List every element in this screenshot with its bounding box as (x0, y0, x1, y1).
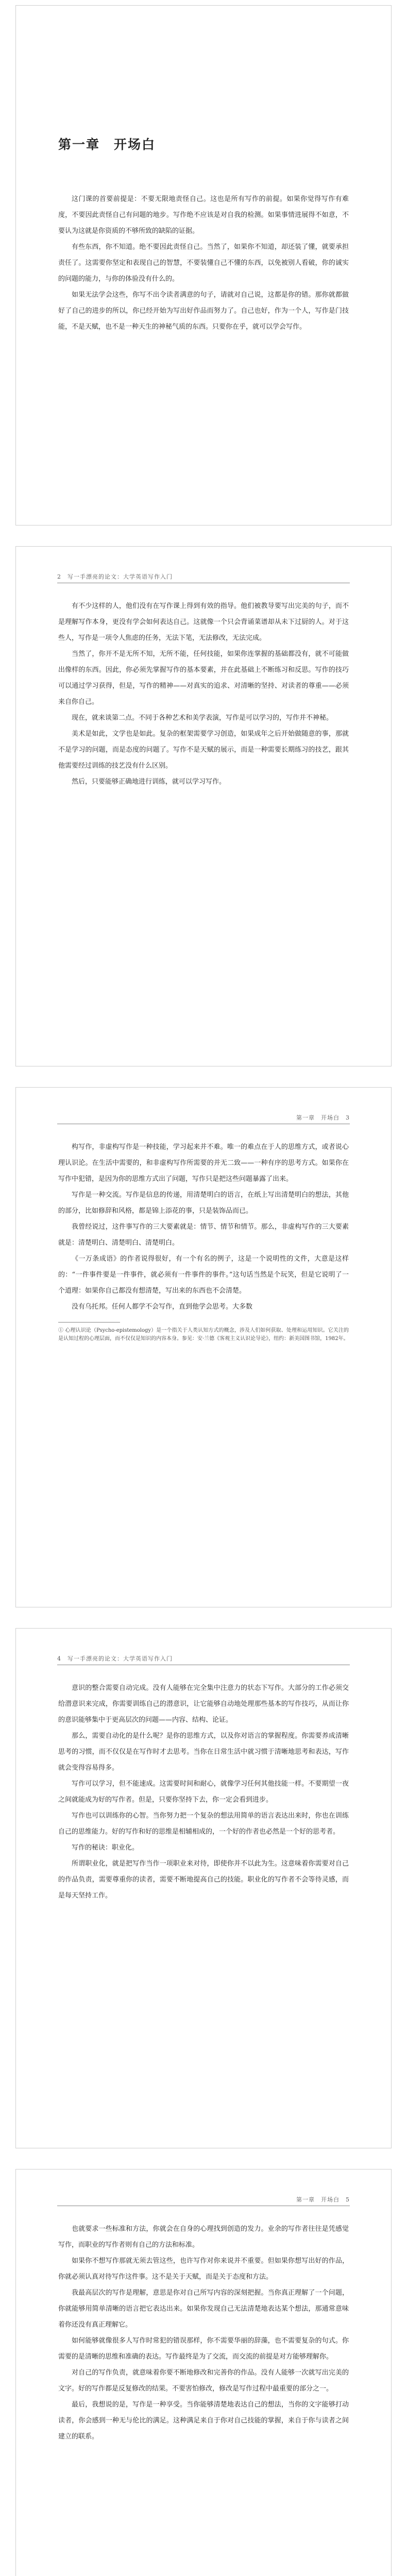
page-1-body (58, 191, 349, 335)
chapter-title: 第一章 开场白 (58, 137, 156, 152)
book-page-2 (15, 546, 392, 1066)
footnote-rule (58, 1322, 120, 1323)
paragraph: 写作也可以训练你的心智。当你努力把一个复杂的想法用简单的语言表达出来时，你也在训练自己的思维能力。好的写作和好的思维是相辅相成的，一个好的作者也必然是一个好的思考者。 (58, 1812, 349, 1836)
running-header: 2 写一手漂亮的论文：大学英语写作入门 (57, 573, 173, 580)
running-header: 4 写一手漂亮的论文：大学英语写作入门 (57, 1655, 173, 1662)
paragraph: 没有乌托邦。任何人都学不会写作，直到他学会思考。大多数 (72, 1303, 253, 1311)
paragraph: 所谓职业化，就是把写作当作一项职业来对待，即使你并不以此为生。这意味着你需要对自己的作品负责，需要尊重你的读者，需要不断地提高自己的技能。职业化的写作者不会等待灵感，而是每天坚持工作。 (58, 1860, 349, 1900)
running-header: 第一章 开场白 3 (296, 1114, 350, 1121)
paragraph: 我曾经说过，这件事写作的三大要素就是：情节、情节和情节。那么，非虚构写作的三大要素就是：清楚明白、清楚明白、清楚明白。 (58, 1223, 349, 1247)
paragraph: 有不少这样的人，他们没有在写作课上得到有效的指导。他们被教导要写出完美的句子，而不是理解写作本身，更没有学会如何表达自己。这就像一个只会背诵菜谱却从未下过厨的人。对于这些人，写作是一项令人焦虑的任务，无法下笔，无法修改，无法完成。 (58, 602, 349, 642)
paragraph: 这门课的首要前提是：不要无限地责怪自己。这也是所有写作的前提。如果你觉得写作有难度，不要因此责怪自己有问题的地步。写作绝不应该是对自我的检测。如果事情进展得不如意，不要认为这就是你资质的不够所致的缺陷的证据。 (58, 195, 349, 235)
page-5-body (58, 2221, 349, 2445)
paragraph: 意识的整合需要自动完成。没有人能够在完全集中注意力的状态下写作。大部分的工作必须交给潜意识来完成，你需要训练自己的潜意识，让它能够自动地处理那些基本的写作技巧，从而让你的意识能够集中于更高层次的问题——内容、结构、论证。 (58, 1684, 349, 1724)
paragraph: 构写作，非虚构写作是一种技能，学习起来并不难。唯一的难点在于人的思维方式，或者说心理认识论。在生活中需要的，和非虚构写作所需要的并无二致——一种有序的思考方式。如果你在写作中犯错，是因为你的思维方式出了问题，写作只是把这些问题暴露了出来。 (58, 1143, 349, 1183)
paragraph: 最后，我想说的是，写作是一种享受。当你能够清楚地表达自己的想法，当你的文字能够打动读者，你会感到一种无与伦比的满足。这种满足来自于你对自己技能的掌握，来自于你与读者之间建立的联系。 (58, 2401, 349, 2441)
book-page-1 (15, 5, 392, 526)
paragraph: 写作可以学习，但不能速成。这需要时间和耐心，就像学习任何其他技能一样。不要期望一夜之间就能成为好的写作者。但是，只要你坚持下去，你一定会看到进步。 (58, 1780, 349, 1804)
book-page-5 (15, 2169, 392, 2576)
paragraph: 如果无法学会这些，你写不出令读者满意的句子，请就对自己说，这都是你的错。那你就都做好了自己的进步的所以，你已经开始为写出好作品而努力了。自己也好，作为一个人，写作是门技能，不是天赋，也不是一种天生的神秘气质的东西。只要你在乎，就可以学会写作。 (58, 291, 349, 331)
paragraph: 那么，需要自动化的是什么呢？是你的思维方式，以及你对语言的掌握程度。你需要养成清晰思考的习惯，而不仅仅是在写作时才去思考。当你在日常生活中就习惯于清晰地思考和表达，写作就会变得容易得多。 (58, 1732, 349, 1772)
paragraph: 我最高层次的写作是理解，意思是你对自己所写内容的深刻把握。当你真正理解了一个问题，你就能够用简单清晰的语言把它表达出来。如果你发现自己无法清楚地表达某个想法，那通常意味着你还没有真正理解它。 (58, 2289, 349, 2329)
paragraph: 如果你不想写作那就无须去管这些，也许写作对你来说并不重要。但如果你想写出好的作品，你就必须认真对待写作这件事。这不是关于天赋，而是关于态度和方法。 (58, 2257, 349, 2281)
paragraph: 有些东西，你不知道。绝不要因此责怪自己。当然了，如果你不知道，却还装了懂，就要承担责任了。这需要你坚定和表现自己的智慧，不要装懂自己不懂的东西，以免被别人看破，你的诚实的问题的能力，与你的体验没有什么的。 (58, 243, 349, 283)
paragraph: 美术是如此，文学也是如此。复杂的框架需要学习创造，如果成年之后开始做随意的事，那就不是学习的问题，而是态度的问题了。写作不是天赋的展示，而是一种需要长期练习的技艺，跟其他需要经过训练的技艺没有什么区别。 (58, 730, 349, 770)
paragraph: 如何能够就像很多人写作时常犯的错误那样，你不需要华丽的辞藻，也不需要复杂的句式。你需要的是清晰的思维和准确的表达。写作最终是为了交流，而交流的前提是对方能够理解你。 (58, 2337, 349, 2361)
paragraph: 然后，只要能够正确地进行训练，就可以学习写作。 (72, 778, 226, 786)
book-page-4 (15, 1628, 392, 2148)
paragraph: 当然了，你开不是无所不知，无所不能，任何技能，如果你连掌握的基础都没有，就不可能做出像样的东西。因此，你必须先掌握写作的基本要素，并在此基础上不断练习和反思。写作的技巧可以通过学习获得，但是，写作的精神——对真实的追求、对清晰的坚持、对读者的尊重——必须来自你自己。 (58, 650, 349, 706)
paragraph: 写作是一种交流。写作是信息的传递，用清楚明白的语言，在纸上写出清楚明白的想法，其他的部分，比如修辞和风格，都是锦上添花的事，只是装饰品而已。 (58, 1191, 349, 1215)
paragraph: 现在，就来谈第二点。不同于各种艺术和美学表演，写作是可以学习的，写作并不神秘。 (72, 714, 333, 722)
page-4-body (58, 1680, 349, 1904)
paragraph: 写作的秘诀：职业化。 (72, 1844, 139, 1852)
paragraph: 《一万条成语》的作者说得很好，有一个有名的例子，这是一个说明性的文件，大意是这样的：“一件事件要是一件事件，就必须有一件事件的事件。”这句话当然是个玩笑，但是它说明了一个道理：如果你自己都没有想清楚，写出来的东西也不会清楚。 (58, 1255, 349, 1295)
book-page-3 (15, 1087, 392, 1607)
page-3-body (58, 1139, 349, 1343)
footnote: ① 心理认识论（Psycho-epistemology）是一个指关于人类认知方式的概念，涉及人们如何获取、处理和运用知识。它关注的是认知过程的心理层面，而不仅仅是知识的内容本身。参见：安·兰德《客观主义认识论导论》，纽约：新美国图书馆，1982年。 (58, 1328, 349, 1342)
running-header: 第一章 开场白 5 (296, 2196, 350, 2203)
paragraph: 对自己的写作负责，就意味着你要不断地修改和完善你的作品。没有人能够一次就写出完美的文字。好的写作都是反复修改的结果。不要害怕修改，修改是写作过程中最重要的部分之一。 (58, 2369, 349, 2393)
paragraph: 也就要求一些标准和方法，你就会在自身的心理找到创造的发力。业余的写作者往往是凭感觉写作，而职业的写作者则有自己的方法和标准。 (58, 2225, 349, 2249)
page-2-body (58, 598, 349, 790)
